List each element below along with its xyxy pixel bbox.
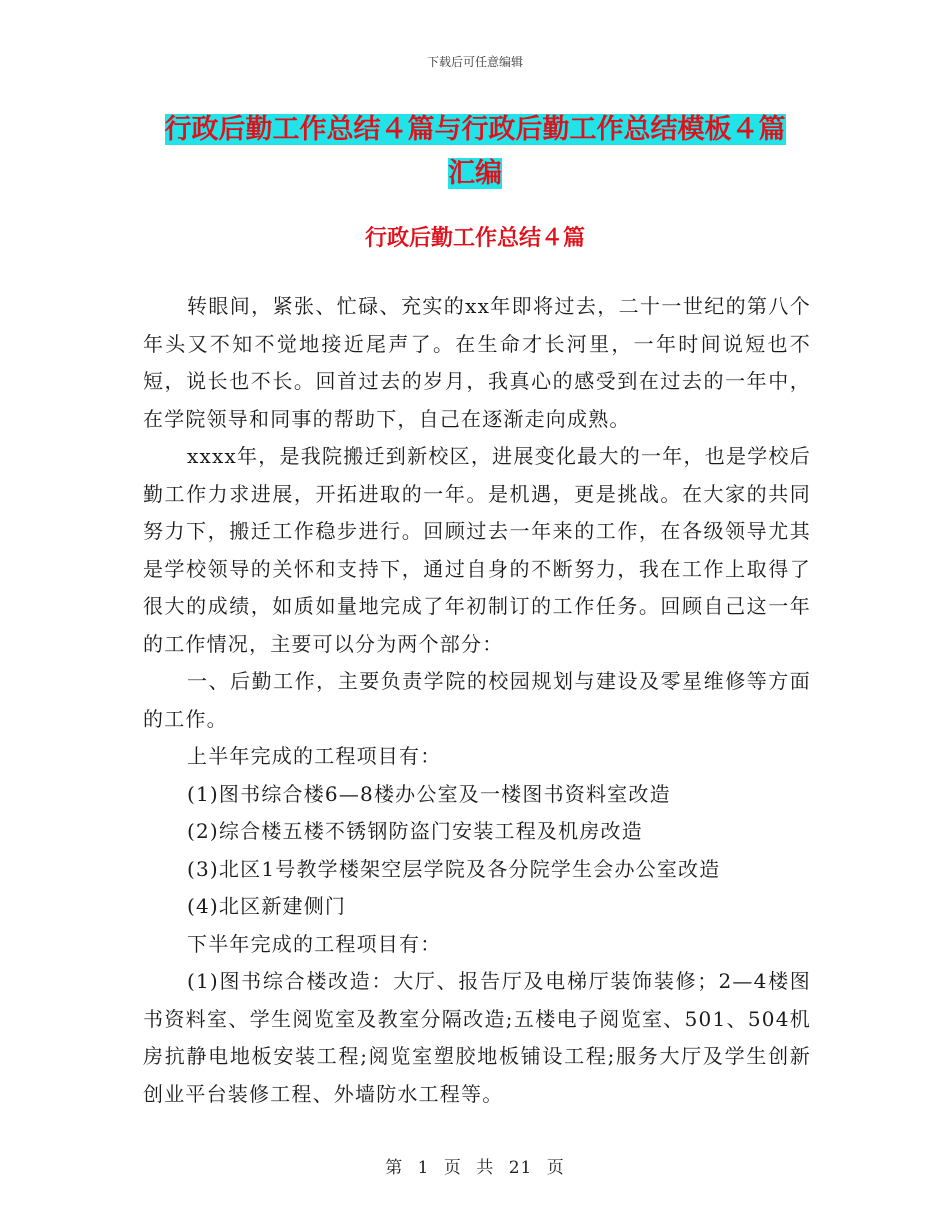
list-item: (1)图书综合楼6—8楼办公室及一楼图书资料室改造 (187, 781, 671, 806)
list-item: (1)图书综合楼改造：大厅、报告厅及电梯厅装饰装修；2—4楼图书资料室、学生阅览室及教室分隔改造;五楼电子阅览室、501、504机房抗静电地板安装工程;阅览室塑胶地板铺设工程;服务大厅及学生创新创业平台装修工程、外墙防水工程等。 (143, 969, 811, 1106)
paragraph-intro: 转眼间，紧张、忙碌、充实的xx年即将过去，二十一世纪的第八个年头又不知不觉地接近尾声了。在生命才长河里，一年时间说短也不短，说长也不长。回首过去的岁月，我真心的感受到在过去的一年中，在学院领导和同事的帮助下，自己在逐渐走向成熟。 (143, 294, 811, 431)
footer-total-unit: 页 (546, 1158, 565, 1178)
header-note: 下载后可任意编辑 (426, 55, 523, 69)
page-footer (0, 1153, 950, 1178)
footer-page-word: 第 (385, 1158, 404, 1178)
paragraph-second-half-heading: 下半年完成的工程项目有： (187, 931, 442, 956)
footer-page-number: 1 (417, 1158, 430, 1178)
footer-total-pages: 21 (508, 1158, 533, 1178)
list-item: (4)北区新建侧门 (187, 894, 347, 918)
document-title-line2: 汇编 (448, 158, 502, 189)
paragraph-first-half-heading: 上半年完成的工程项目有： (187, 744, 442, 768)
list-item: (2)综合楼五楼不锈钢防盗门安装工程及机房改造 (187, 819, 643, 843)
list-item: (3)北区1号教学楼架空层学院及各分院学生会办公室改造 (187, 856, 721, 881)
section-title: 行政后勤工作总结４篇 (364, 226, 585, 251)
document-title-line1: 行政后勤工作总结４篇与行政后勤工作总结模板４篇 (164, 114, 786, 145)
footer-page-unit: 页 (443, 1158, 462, 1178)
footer-total-word: 共 (476, 1158, 495, 1178)
paragraph-year-summary: xxxx年，是我院搬迁到新校区，进展变化最大的一年，也是学校后勤工作力求进展，开拓进取的一年。是机遇，更是挑战。在大家的共同努力下，搬迁工作稳步进行。回顾过去一年来的工作，在各级领导尤其是学校领导的关怀和支持下，通过自身的不断努力，我在工作上取得了很大的成绩，如质如量地完成了年初制订的工作任务。回顾自己这一年的工作情况，主要可以分为两个部分： (143, 444, 811, 656)
document-body (143, 288, 811, 1113)
paragraph-logistics: 一、后勤工作，主要负责学院的校园规划与建设及零星维修等方面的工作。 (143, 669, 811, 731)
document-title (140, 108, 810, 196)
